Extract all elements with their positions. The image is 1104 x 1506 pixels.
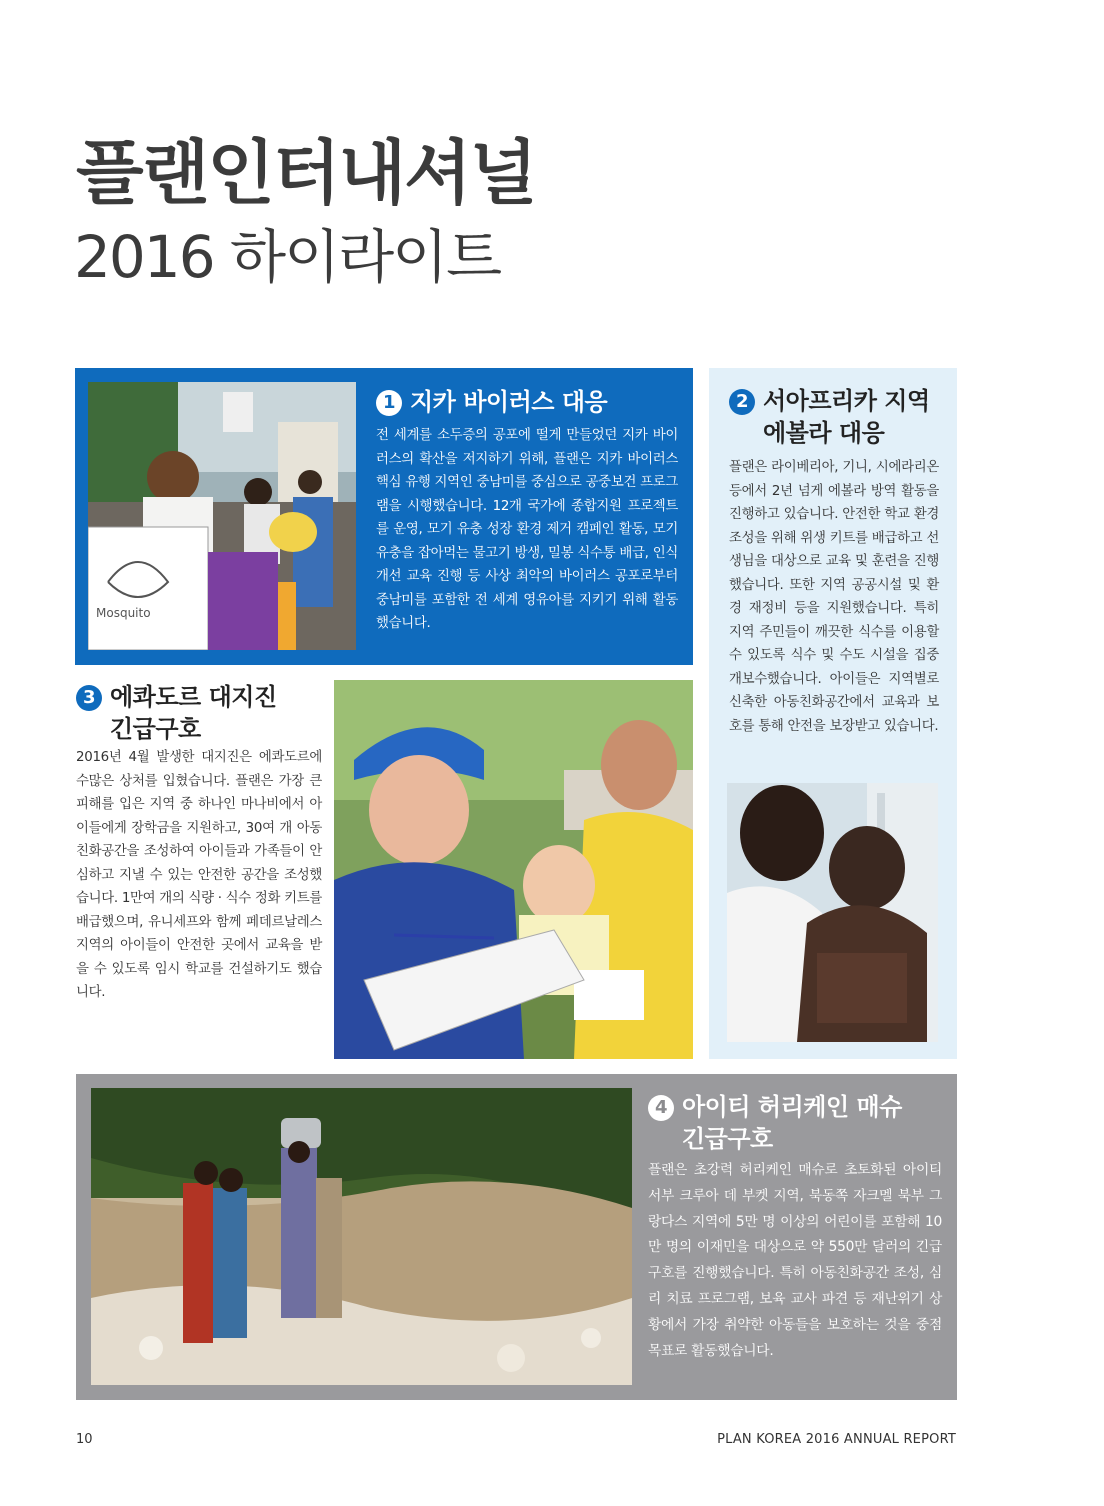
section-heading-line2: 긴급구호	[110, 715, 201, 743]
section-3-body: 2016년 4월 발생한 대지진은 에콰도르에 수많은 상처를 입혔습니다. 플랜은 가장 큰 피해를 입은 지역 중 하나인 마나비에서 아이들에게 장학금을 지원하고, 30여 개 아동친화공간을 조성하여 아이들과 가족들이 안심하고 지낼 수 있는 안전한 공간을 조성했습니다. 1만여 개의 식량 · 식수 정화 키트를 배급했으며, 유니세프와 함께 페데르날레스 지역의 아이들이 안전한 곳에서 교육을 받을 수 있도록 임시 학교를 건설하기도 했습니다.	[76, 750, 322, 1000]
ebola-mother-child-photo	[727, 783, 938, 1042]
section-4-body: 플랜은 초강력 허리케인 매슈로 초토화된 아이티 서부 크루아 데 부켓 지역, 북동쪽 자크멜 북부 그랑다스 지역에 5만 명 이상의 어린이를 포함해 10만 명의 이재민을 대상으로 약 550만 달러의 긴급구호를 진행했습니다. 특히 아동친화공간 조성, 심리 치료 프로그램, 보육 교사 파견 등 재난위기 상황에서 가장 취약한 아동들을 보호하는 것을 중점 목표로 활동했습니다.	[648, 1162, 942, 1359]
section-heading-line2: 긴급구호	[682, 1125, 773, 1153]
sign-text: Mosquito	[96, 606, 151, 620]
haiti-river-photo	[91, 1088, 632, 1385]
section-heading-text: 에콰도르 대지진	[110, 683, 277, 711]
section-3-heading	[76, 681, 277, 745]
section-heading-text: 서아프리카 지역	[763, 387, 930, 415]
section-number-badge: 4	[648, 1095, 674, 1121]
section-number-badge: 3	[76, 685, 102, 711]
page-number: 10	[76, 1432, 93, 1447]
section-heading-text: 아이티 허리케인 매슈	[682, 1093, 902, 1121]
page-subtitle: 2016 하이라이트	[74, 223, 501, 291]
section-2-heading	[729, 385, 930, 449]
zika-campaign-photo	[88, 382, 356, 650]
ecuador-relief-photo	[334, 680, 693, 1059]
section-1-heading	[376, 386, 607, 418]
section-1-body: 전 세계를 소두증의 공포에 떨게 만들었던 지카 바이러스의 확산을 저지하기 위해, 플랜은 지카 바이러스 핵심 유행 지역인 중남미를 중심으로 공중보건 프로그램을 시행했습니다. 12개 국가에 종합지원 프로젝트를 운영, 모기 유충 성장 환경 제거 캠페인 활동, 모기 유충을 잡아먹는 물고기 방생, 밀봉 식수통 배급, 인식 개선 교육 진행 등 사상 최악의 바이러스 공포로부터 중남미를 포함한 전 세계 영유아를 지키기 위해 활동했습니다.	[376, 428, 678, 631]
page-title: 플랜인터내셔널	[76, 132, 536, 214]
section-4-heading	[648, 1091, 902, 1155]
section-heading-line2: 에볼라 대응	[763, 419, 885, 447]
section-number-badge: 2	[729, 389, 755, 415]
section-heading-text: 지카 바이러스 대응	[410, 388, 608, 416]
section-number-badge: 1	[376, 390, 402, 416]
report-name: PLAN KOREA 2016 ANNUAL REPORT	[717, 1432, 956, 1447]
section-2-body: 플랜은 라이베리아, 기니, 시에라리온 등에서 2년 넘게 에볼라 방역 활동을 진행하고 있습니다. 안전한 학교 환경 조성을 위해 위생 키트를 배급하고 선생님을 대상으로 교육 및 훈련을 진행했습니다. 또한 지역 공공시설 및 환경 재정비 등을 지원했습니다. 특히 지역 주민들이 깨끗한 식수를 이용할 수 있도록 식수 및 수도 시설을 집중 개보수했습니다. 아이들은 지역별로 신축한 아동친화공간에서 교육과 보호를 통해 안전을 보장받고 있습니다.	[729, 460, 939, 734]
